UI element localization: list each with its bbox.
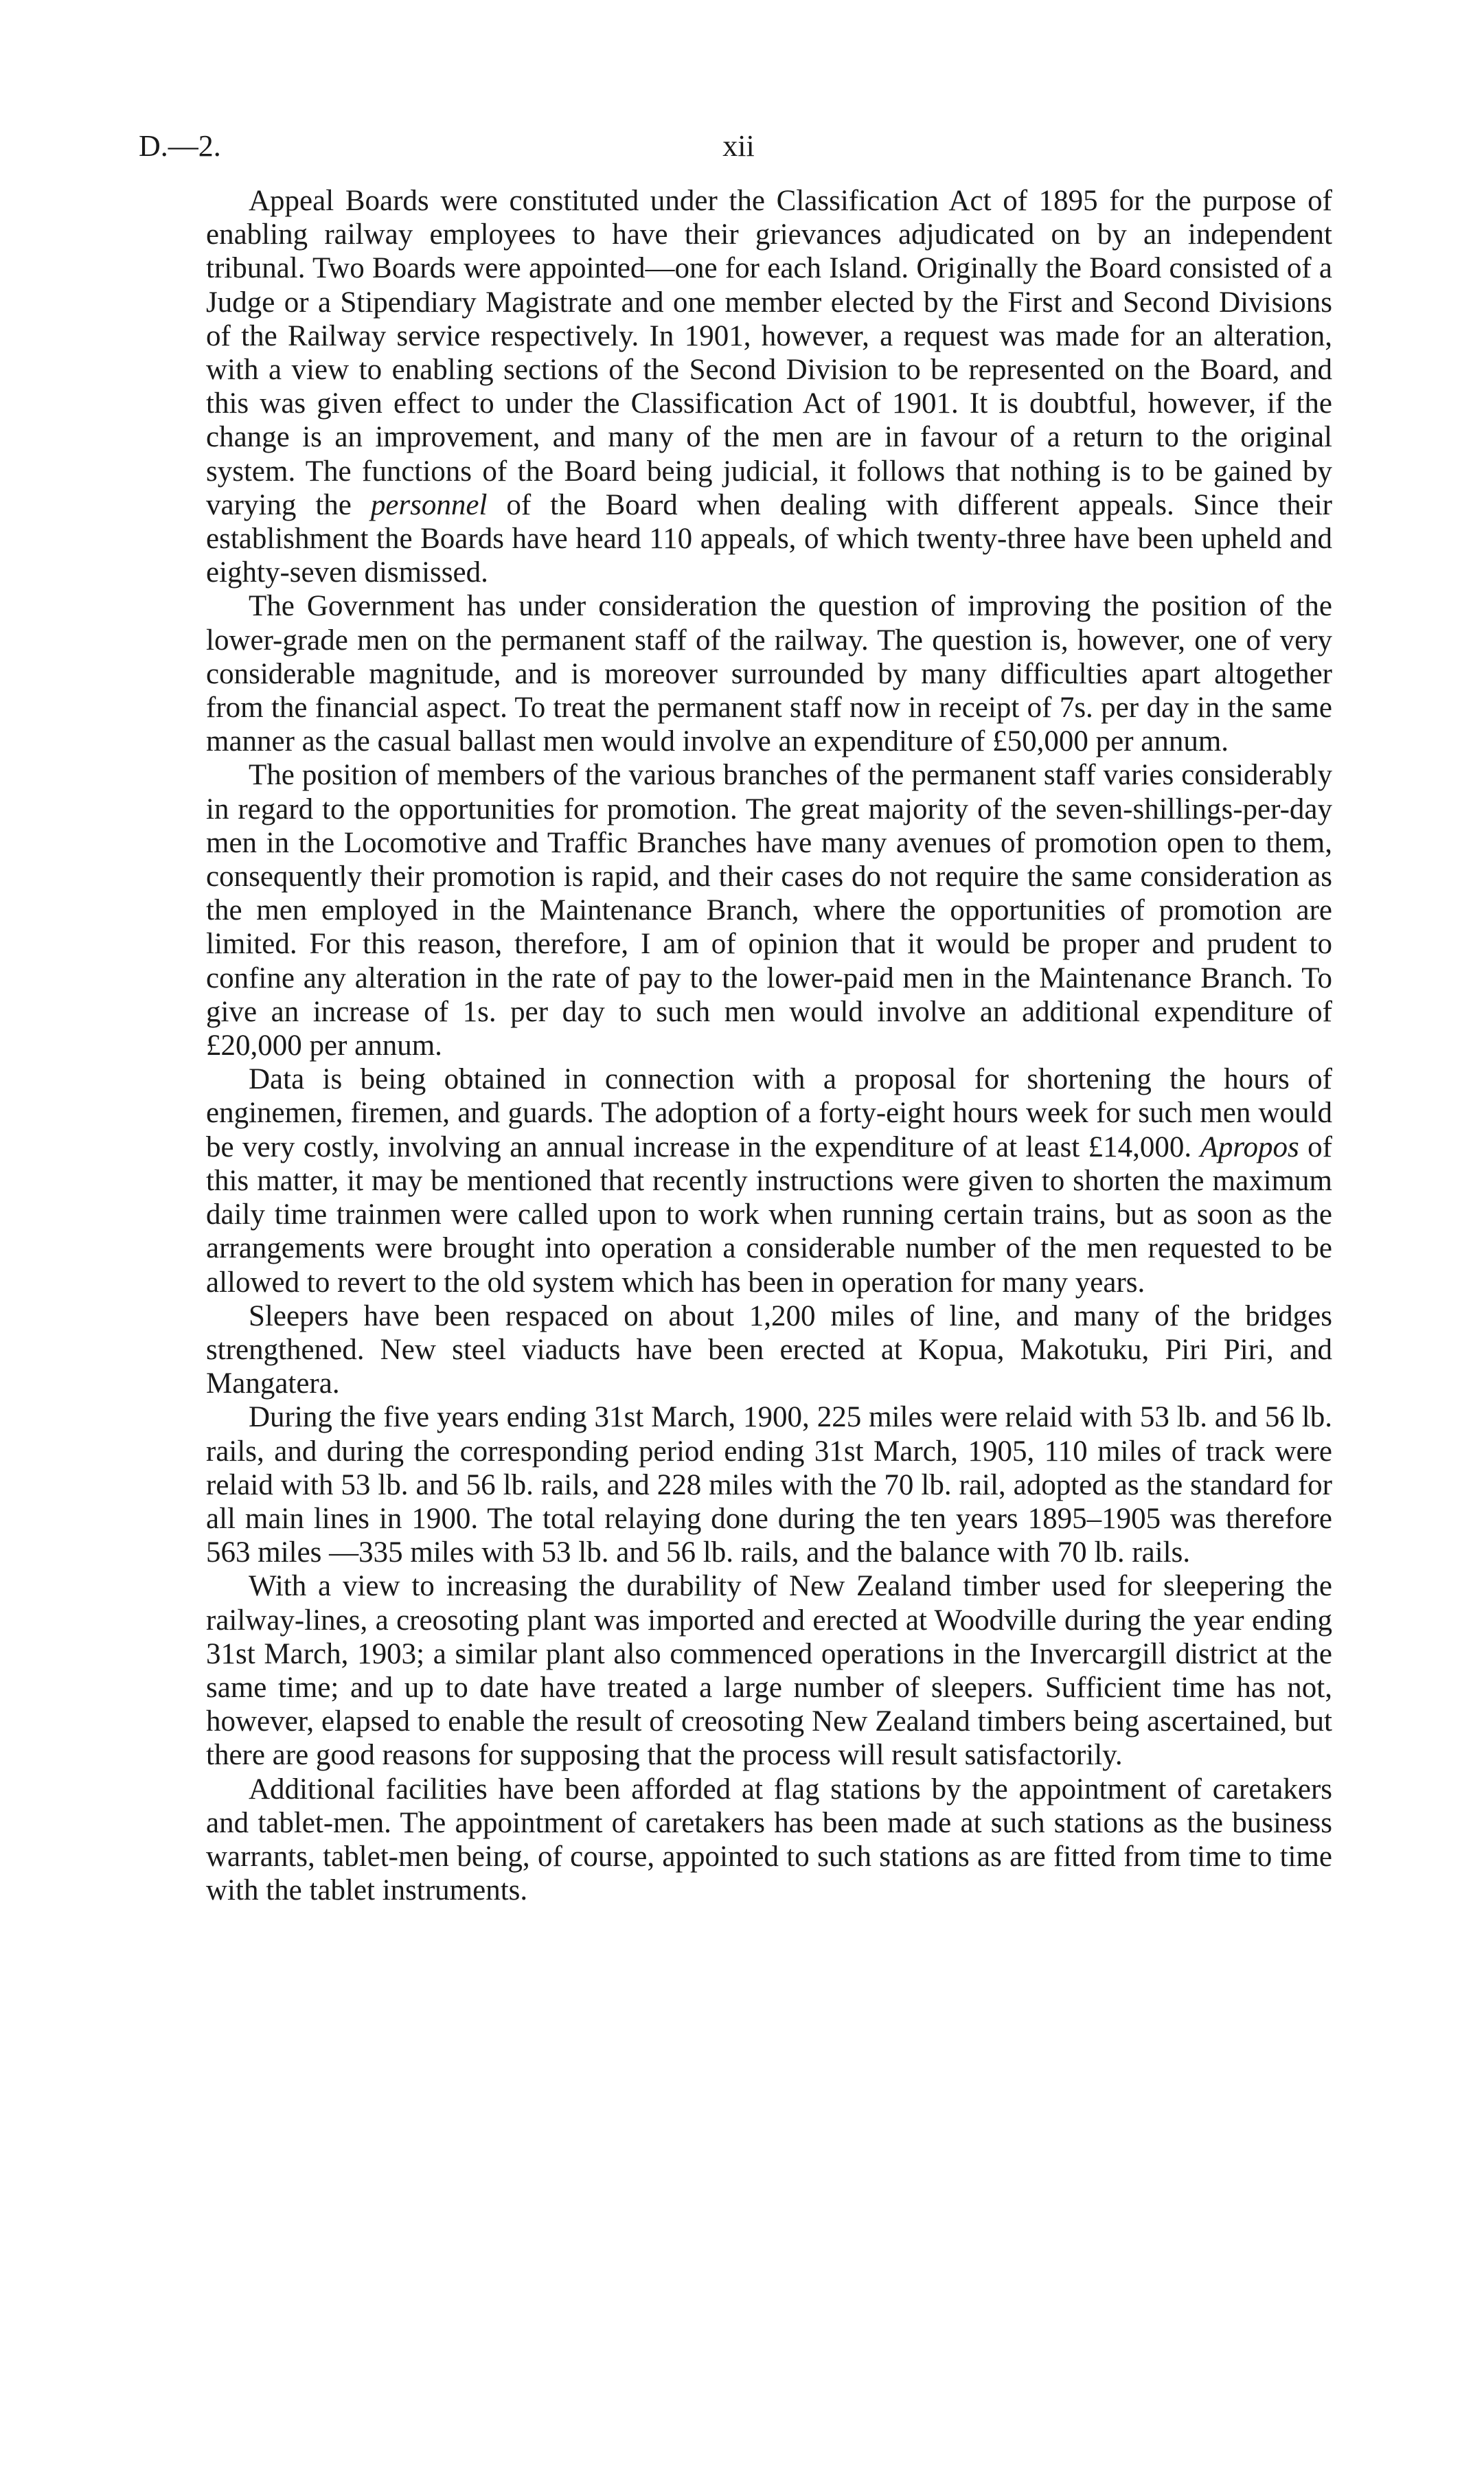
paragraph-hours-of-work [206,1062,1332,1299]
paragraph-text: of this matter, it may be mentioned that recently instructions were given to shorten the maximum daily time trainmen were called upon to work when running certain trains, but as soon as the arrangements were brought into operation a considerable number of the men requested to be allowed to revert to the old system which has been in operation for many years. [206,1130,1332,1299]
paragraph-promotion: The position of members of the various branches of the permanent staff varies considerably in regard to the opportunities for promotion. The great majority of the seven-shillings-per-day men in the Locomotive and Traffic Branches have many avenues of promotion open to them, consequently their promotion is rapid, and their cases do not require the same consideration as the men employed in the Maintenance Branch, where the opportunities of promotion are limited. For this reason, therefore, I am of opinion that it would be proper and prudent to confine any alteration in the rate of pay to the lower-paid men in the Maintenance Branch. To give an increase of 1s. per day to such men would involve an additional expenditure of £20,000 per annum. [206,759,1332,1062]
page-header [139,127,1338,175]
paragraph-text: Appeal Boards were constituted under the Classification Act of 1895 for the purpose of enabling railway employees to have their grievances adjudicated on by an independent tribunal. Two Boards were appointed—one for each Island. Originally the Board consisted of a Judge or a Stipendiary Magistrate and one member elected by the First and Second Divisions of the Railway service respectively. In 1901, however, a request was made for an alteration, with a view to enabling sections of the Second Division to be represented on the Board, and this was given effect to under the Classification Act of 1901. It is doubtful, however, if the change is an improvement, and many of the men are in favour of a return to the original system. The functions of the Board being judicial, it follows that nothing is to be gained by varying the [206,185,1332,521]
document-reference: D.—2. [139,129,221,163]
body-text [206,184,1332,1907]
paragraph-appeal-boards [206,184,1332,589]
italic-term: personnel [370,488,488,521]
paragraph-text: Data is being obtained in connection with a proposal for shortening the hours of enginemen, firemen, and guards. The adoption of a forty-eight hours week for such men would be very costly, involving an annual increase in the expenditure of at least £14,000. [206,1063,1332,1163]
paragraph-flag-stations: Additional facilities have been afforded at flag stations by the appointment of caretakers and tablet-men. The appointment of caretakers has been made at such stations as the business warrants, tablet-men being, of course, appointed to such stations as are fitted from time to time with the tablet instruments. [206,1773,1332,1907]
paragraph-text: of the Board when dealing with different appeals. Since their establishment the Boards have heard 110 appeals, of which twenty-three have been upheld and eighty-seven dismissed. [206,488,1332,589]
paragraph-lower-grade-men: The Government has under consideration the question of improving the position of the lower-grade men on the permanent staff of the railway. The question is, however, one of very considerable magnitude, and is moreover surrounded by many difficulties apart altogether from the financial aspect. To treat the permanent staff now in receipt of 7s. per day in the same manner as the casual ballast men would involve an expenditure of £50,000 per annum. [206,590,1332,758]
paragraph-relaying: During the five years ending 31st March, 1900, 225 miles were relaid with 53 lb. and 56 lb. rails, and during the corresponding period ending 31st March, 1905, 110 miles of track were relaid with 53 lb. and 56 lb. rails, and 228 miles with the 70 lb. rail, adopted as the standard for all main lines in 1900. The total relaying done during the ten years 1895–1905 was therefore 563 miles —335 miles with 53 lb. and 56 lb. rails, and the balance with 70 lb. rails. [206,1401,1332,1569]
paragraph-creosoting: With a view to increasing the durability of New Zealand timber used for sleepering the railway-lines, a creosoting plant was imported and erected at Woodville during the year ending 31st March, 1903; a similar plant also commenced operations in the Invercargill district at the same time; and up to date have treated a large number of sleepers. Sufficient time has not, however, elapsed to enable the result of creosoting New Zealand timbers being ascertained, but there are good reasons for supposing that the process will result satisfactorily. [206,1570,1332,1772]
italic-term: Apropos [1200,1130,1299,1163]
paragraph-sleepers-viaducts: Sleepers have been respaced on about 1,200 miles of line, and many of the bridges strengthened. New steel viaducts have been erected at Kopua, Makotuku, Piri Piri, and Mangatera. [206,1299,1332,1400]
page-number: xii [722,129,755,163]
